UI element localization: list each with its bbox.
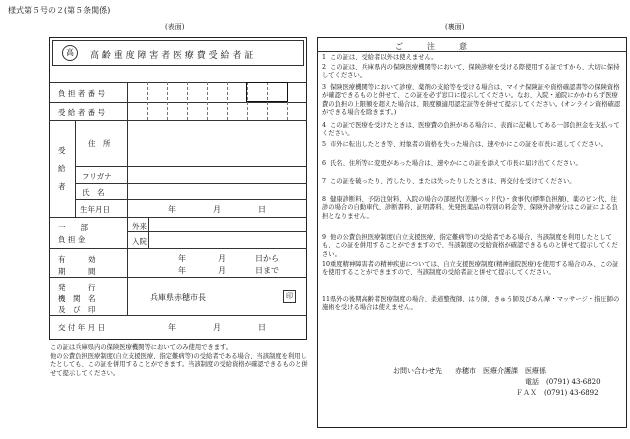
note-text: 県外の後期高齢者医療制度の場合、柔道整復師、はり師、きゅう師及びあん摩・マッサージ・指圧師の施術を受ける場合は使えません。 bbox=[322, 296, 620, 312]
inpatient-label: 入院 bbox=[132, 237, 147, 246]
valid-until-year-unit: 年 bbox=[178, 266, 186, 275]
back-side-label: (裏面) bbox=[445, 23, 465, 31]
card-title: 高 齢 重 度 障 害 者 医 療 費 受 給 者 証 bbox=[90, 51, 254, 61]
note-item bbox=[322, 141, 622, 149]
payer-number-label: 負 担 者 番 号 bbox=[58, 89, 106, 98]
note-number: 9 bbox=[322, 234, 327, 241]
note-number: 3 bbox=[322, 84, 327, 91]
note-item bbox=[322, 196, 622, 221]
note-text: この証を破ったり、汚したり、または失ったりしたときは、再交付を受けてください。 bbox=[330, 178, 576, 185]
note-text: 氏名、住所等に変更があった場合は、速やかにこの証を添えて市長に届け出てください。 bbox=[330, 160, 582, 167]
outpatient-label: 外来 bbox=[132, 222, 147, 231]
valid-until-month-unit: 月 bbox=[218, 266, 226, 275]
front-side-label: (表面) bbox=[165, 23, 185, 31]
note-text: この証で医療を受けたときは、医療費の負担がある場合に、表面に記載してある一部負担金を支払ってください。 bbox=[322, 122, 620, 138]
note-text: この証は、兵庫県内の保険医療機関等において、保険診療を受ける際使用する証ですから、大切に保持してください。 bbox=[322, 64, 620, 80]
birth-date-label: 生年月日 bbox=[80, 205, 110, 214]
note-text: この証は、受給者以外は使えません。 bbox=[330, 54, 438, 61]
note-number: 2 bbox=[322, 64, 327, 71]
issue-day-unit: 日 bbox=[258, 323, 266, 332]
birth-day-unit: 日 bbox=[258, 205, 266, 214]
recipient-side-label: 受 給 者 bbox=[58, 146, 66, 191]
valid-from-month-unit: 月 bbox=[218, 254, 226, 263]
birth-month-unit: 月 bbox=[213, 205, 221, 214]
contact-fax: ＦＡＸ (0791) 43-6892 bbox=[516, 389, 599, 397]
note-text: 保険医療機関等において診療、薬剤の支給等を受ける場合は、マイナ保険証や資格確認書等の保険資格が確認できるものと併せて、この証を必ず窓口に提示してください。なお、入院・通院にかかわらず医療費の負担の上限額を超えた場合は、限度額適用認定証等を併せて提示してください。(オンライン資格確認ができる場合を除きます。) bbox=[322, 84, 621, 116]
issuer-label: 発 行 機 関 名 及 び 印 bbox=[58, 283, 96, 314]
issue-year-unit: 年 bbox=[168, 323, 176, 332]
issuer-seal: 印 bbox=[283, 290, 296, 303]
valid-until-suffix: 日まで bbox=[255, 266, 279, 275]
validity-label: 有 効 期 間 bbox=[58, 255, 96, 276]
name-label: 氏 名 bbox=[82, 188, 105, 197]
contact-org: 赤穂市 医療介護課 医療係 bbox=[455, 367, 546, 375]
note-number: 4 bbox=[322, 122, 327, 129]
recipient-number-label: 受 給 者 番 号 bbox=[58, 108, 106, 117]
note-item bbox=[322, 296, 622, 313]
note-number: 7 bbox=[322, 178, 327, 185]
note-text: 健康診断料、予防注射料、入院の場合の部屋代(差額ベッド代)・食事代(標準負担額)、薬のビン代、往診の場合の自動車代、診断書料、証明書料、先発医薬品の特別の料金等、保険外診療分はこの証による負担となりません。 bbox=[322, 196, 618, 220]
note-number: 5 bbox=[322, 141, 327, 148]
seal-mark: 高 bbox=[62, 45, 78, 61]
contact-phone: 電話 (0791) 43-6820 bbox=[525, 378, 601, 386]
note-item bbox=[322, 122, 622, 139]
note-item bbox=[322, 54, 622, 62]
issue-date-label: 交 付 年 月 日 bbox=[58, 323, 106, 332]
note-item bbox=[322, 234, 622, 259]
note-number: 6 bbox=[322, 160, 327, 167]
note-text: 市外に転出したとき等、対象者の資格を失った場合は、速やかにこの証を市長に返してください。 bbox=[330, 141, 608, 148]
furigana-label: フリガナ bbox=[82, 172, 112, 181]
burden-label: 一 部 負 担 金 bbox=[58, 223, 88, 244]
issue-month-unit: 月 bbox=[213, 323, 221, 332]
payer-number-thick-box bbox=[246, 82, 288, 102]
note-number: 1 bbox=[322, 54, 327, 61]
form-number: 様式第５号の２(第５条関係) bbox=[8, 6, 111, 15]
valid-from-year-unit: 年 bbox=[178, 254, 186, 263]
birth-year-unit: 年 bbox=[168, 205, 176, 214]
contact-label: お問い合わせ先 bbox=[393, 367, 442, 375]
note-text: 重度精神障害者の精神疾患については、自立支援医療制度(精神通院医療)を使用する場合のみ、この証を使用することができますので、当該制度の受給者証と併せて提示してください。 bbox=[322, 261, 619, 277]
note-item bbox=[322, 64, 622, 81]
note-number: 8 bbox=[322, 196, 327, 203]
note-item bbox=[322, 84, 622, 117]
valid-from-suffix: 日から bbox=[255, 254, 279, 263]
address-label: 住 所 bbox=[88, 139, 111, 148]
note-text: 他の公費負担医療制度(自立支援医療、指定難病等)の受給者である場合、当該制度を利用したとしても、この証を併用することができますので、当該制度の受給資格が確認できるものと併せて提示してください。 bbox=[322, 234, 618, 258]
front-footnote: この証は兵庫県内の保険医療機関等においてのみ使用できます。 他の公費負担医療制度(自立支援医療、指定難病等)の受給者である場合、当該制度を利用したとしても、この証を併用することができます。当該制度の受給資格が確認できるものと併せて提示してください。 bbox=[50, 344, 308, 377]
issuer-name: 兵庫県赤穂市長 bbox=[150, 293, 206, 302]
note-number: 10 bbox=[322, 261, 331, 268]
notes-heading: ご 注 意 bbox=[395, 42, 467, 51]
note-item bbox=[322, 160, 622, 168]
note-item bbox=[322, 261, 622, 278]
note-item bbox=[322, 178, 622, 186]
note-number: 11 bbox=[322, 296, 331, 303]
